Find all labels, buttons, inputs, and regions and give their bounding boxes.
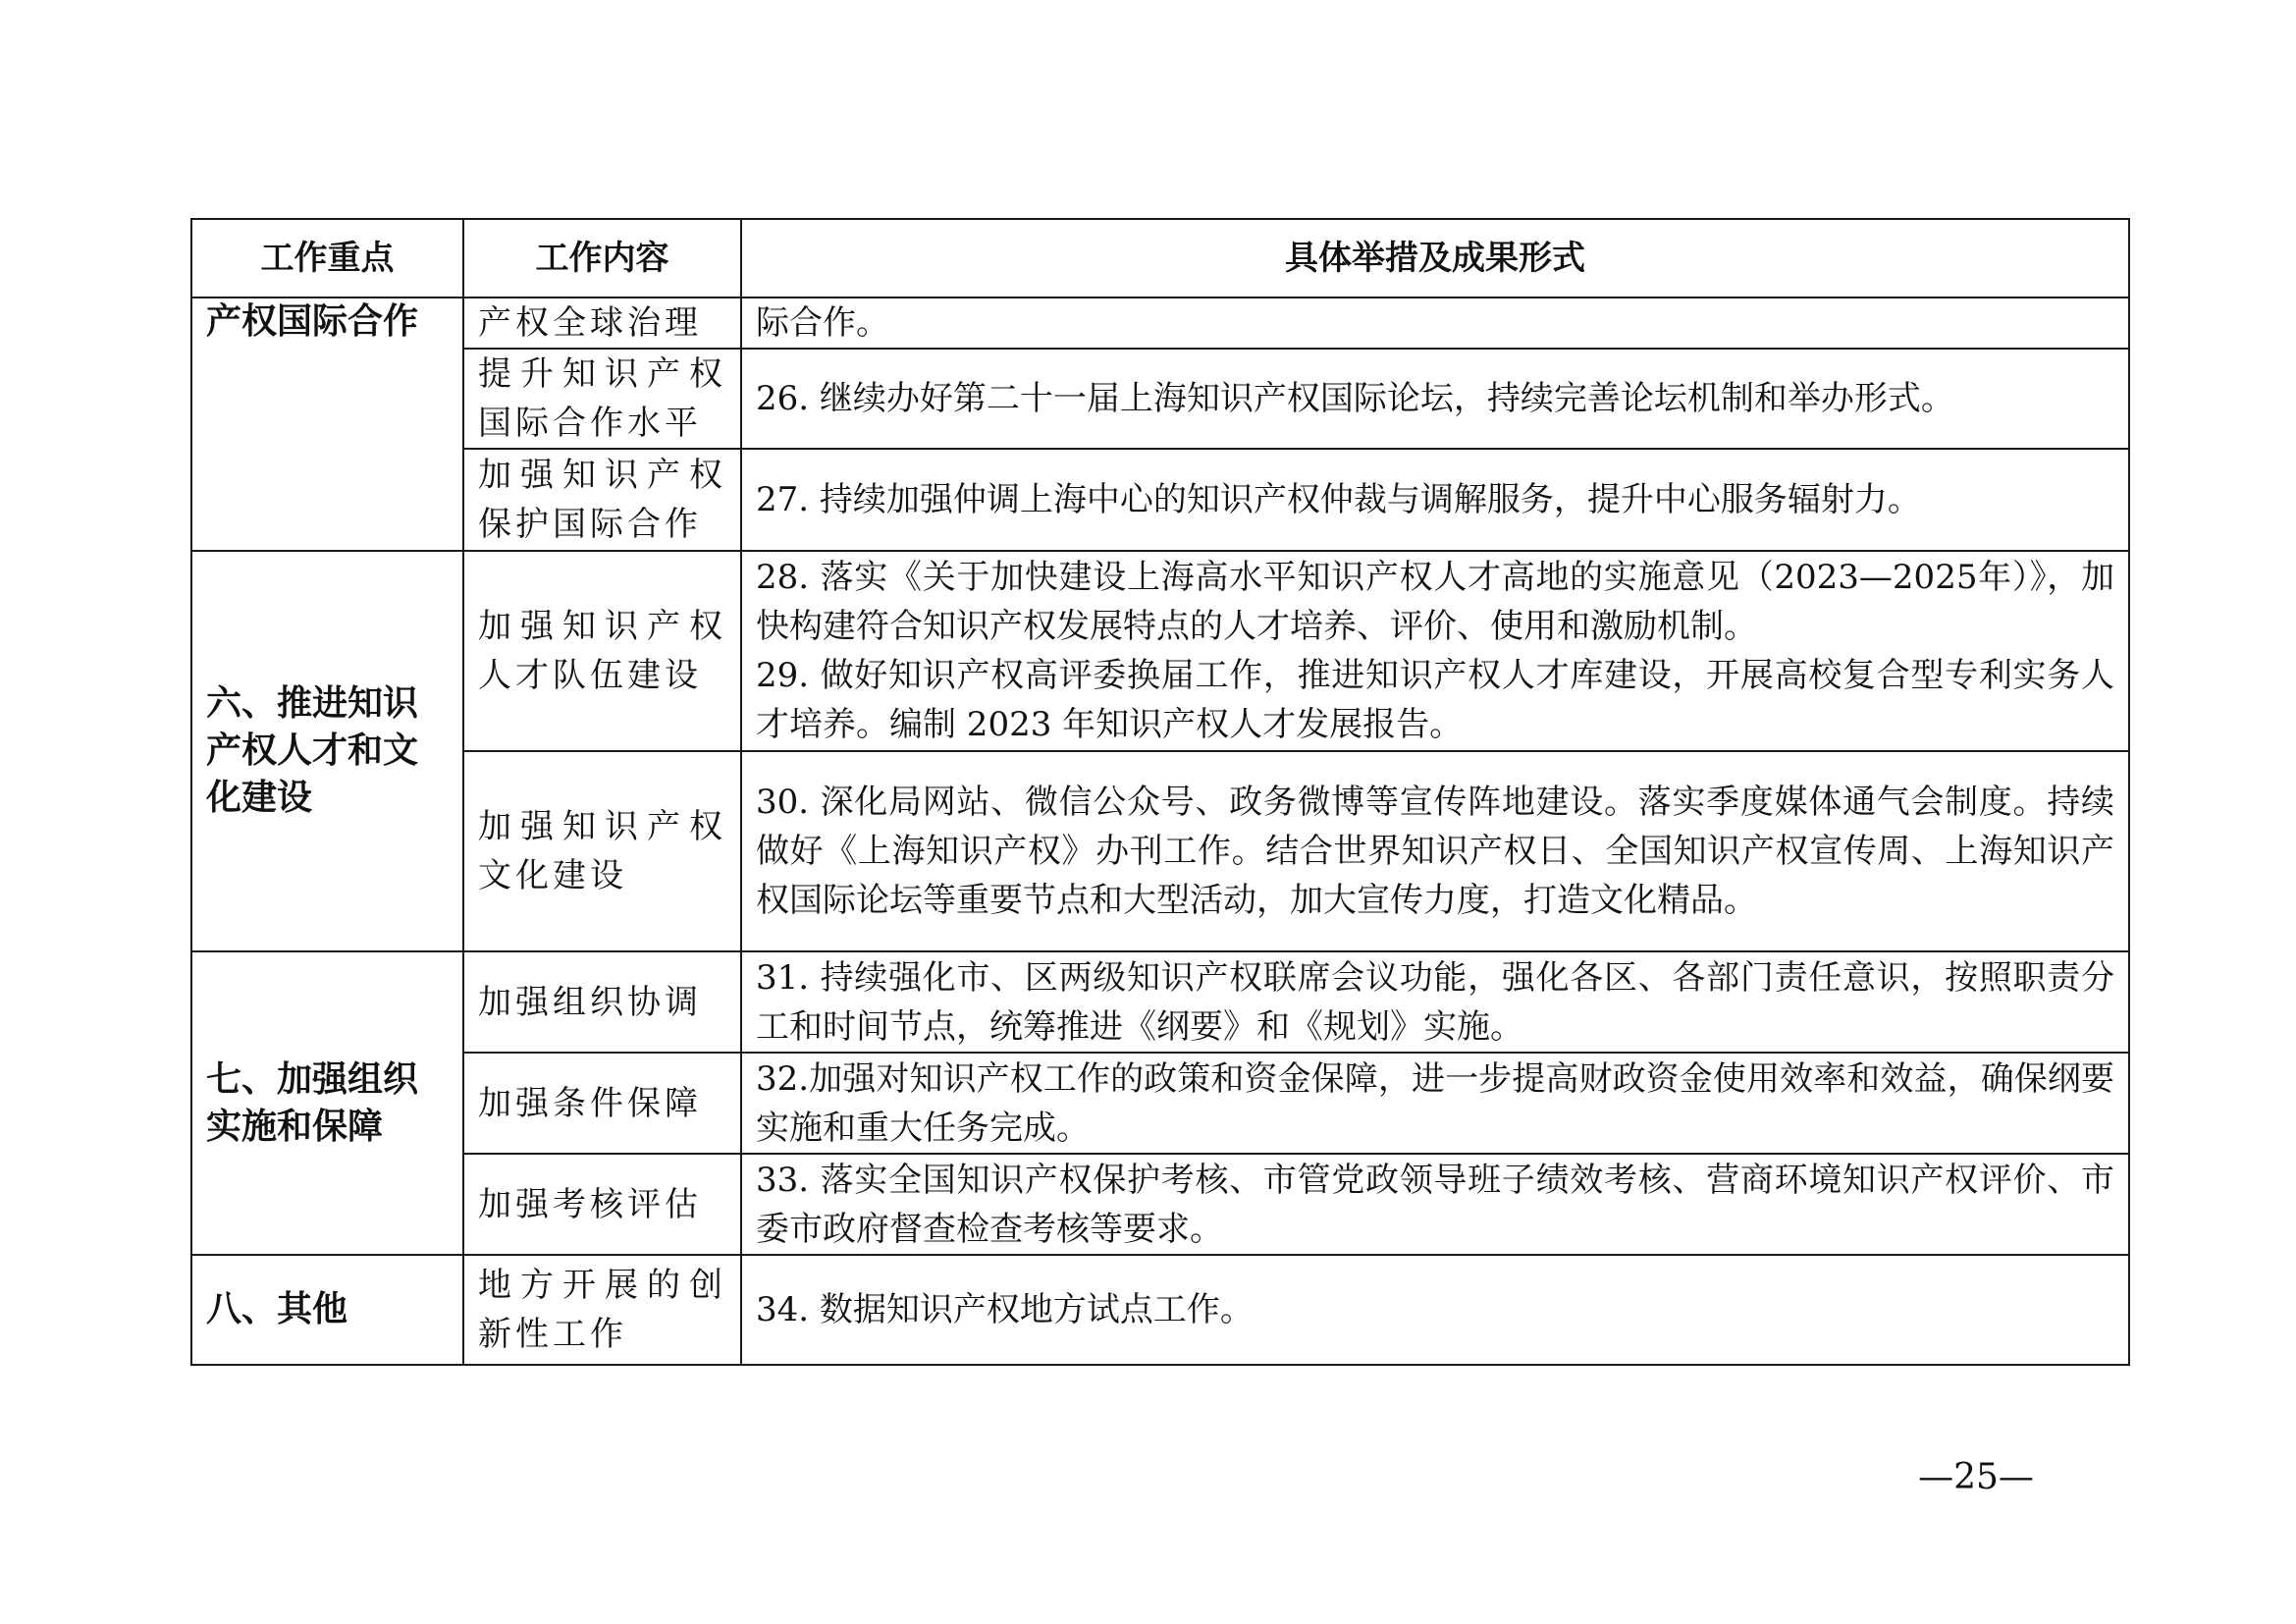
focus-cell: 七、加强组织实施和保障 bbox=[191, 951, 463, 1255]
measures-cell bbox=[741, 449, 2129, 551]
content-cell: 加强条件保障 bbox=[463, 1053, 741, 1154]
measure-item: 际合作。 bbox=[756, 303, 889, 343]
measure-item: 26. 继续办好第二十一届上海知识产权国际论坛，持续完善论坛机制和举办形式。 bbox=[756, 379, 1954, 418]
content-cell: 加强知识产权文化建设 bbox=[463, 751, 741, 951]
measure-item: 31. 持续强化市、区两级知识产权联席会议功能，强化各区、各部门责任意识，按照职责分工和时间节点，统筹推进《纲要》和《规划》实施。 bbox=[756, 957, 2114, 1047]
content-cell: 产权全球治理 bbox=[463, 298, 741, 349]
table-row bbox=[191, 551, 2129, 751]
table-row bbox=[191, 298, 2129, 349]
focus-cell: 六、推进知识产权人才和文化建设 bbox=[191, 551, 463, 951]
measures-cell bbox=[741, 951, 2129, 1053]
table-row bbox=[191, 951, 2129, 1053]
header-focus: 工作重点 bbox=[191, 219, 463, 298]
measures-cell bbox=[741, 349, 2129, 449]
measure-item: 32.加强对知识产权工作的政策和资金保障，进一步提高财政资金使用效率和效益，确保纲要实施和重大任务完成。 bbox=[756, 1058, 2114, 1148]
content-cell: 地方开展的创新性工作 bbox=[463, 1255, 741, 1365]
page-number: —25— bbox=[1918, 1457, 2034, 1497]
table-row bbox=[191, 751, 2129, 951]
measure-item: 27. 持续加强仲调上海中心的知识产权仲裁与调解服务，提升中心服务辐射力。 bbox=[756, 480, 1921, 519]
focus-cell: 产权国际合作 bbox=[191, 298, 463, 551]
measure-item: 28. 落实《关于加快建设上海高水平知识产权人才高地的实施意见（2023—2025年）》，加快构建符合知识产权发展特点的人才培养、评价、使用和激励机制。 bbox=[756, 558, 2114, 646]
measure-item: 30. 深化局网站、微信公众号、政务微博等宣传阵地建设。落实季度媒体通气会制度。持续做好《上海知识产权》办刊工作。结合世界知识产权日、全国知识产权宣传周、上海知识产权国际论坛等重要节点和大型活动，加大宣传力度，打造文化精品。 bbox=[756, 783, 2114, 920]
measures-cell bbox=[741, 298, 2129, 349]
measures-cell bbox=[741, 551, 2129, 751]
work-plan-table bbox=[190, 218, 2130, 1366]
measures-cell bbox=[741, 1255, 2129, 1365]
header-content: 工作内容 bbox=[463, 219, 741, 298]
table-row bbox=[191, 1255, 2129, 1365]
content-cell: 加强知识产权人才队伍建设 bbox=[463, 551, 741, 751]
content-cell: 提升知识产权国际合作水平 bbox=[463, 349, 741, 449]
measures-cell bbox=[741, 1154, 2129, 1255]
measures-cell bbox=[741, 751, 2129, 951]
focus-cell: 八、其他 bbox=[191, 1255, 463, 1365]
content-cell: 加强知识产权保护国际合作 bbox=[463, 449, 741, 551]
measure-item: 29. 做好知识产权高评委换届工作，推进知识产权人才库建设，开展高校复合型专利实务人才培养。编制 2023 年知识产权人才发展报告。 bbox=[756, 656, 2114, 744]
header-measures: 具体举措及成果形式 bbox=[741, 219, 2129, 298]
measure-item: 34. 数据知识产权地方试点工作。 bbox=[756, 1290, 1254, 1329]
table-row bbox=[191, 449, 2129, 551]
table-row bbox=[191, 1053, 2129, 1154]
table-header-row bbox=[191, 219, 2129, 298]
content-cell: 加强组织协调 bbox=[463, 951, 741, 1053]
table-row bbox=[191, 1154, 2129, 1255]
measures-cell bbox=[741, 1053, 2129, 1154]
measure-item: 33. 落实全国知识产权保护考核、市管党政领导班子绩效考核、营商环境知识产权评价、市委市政府督查检查考核等要求。 bbox=[756, 1160, 2114, 1249]
content-cell: 加强考核评估 bbox=[463, 1154, 741, 1255]
table-row bbox=[191, 349, 2129, 449]
